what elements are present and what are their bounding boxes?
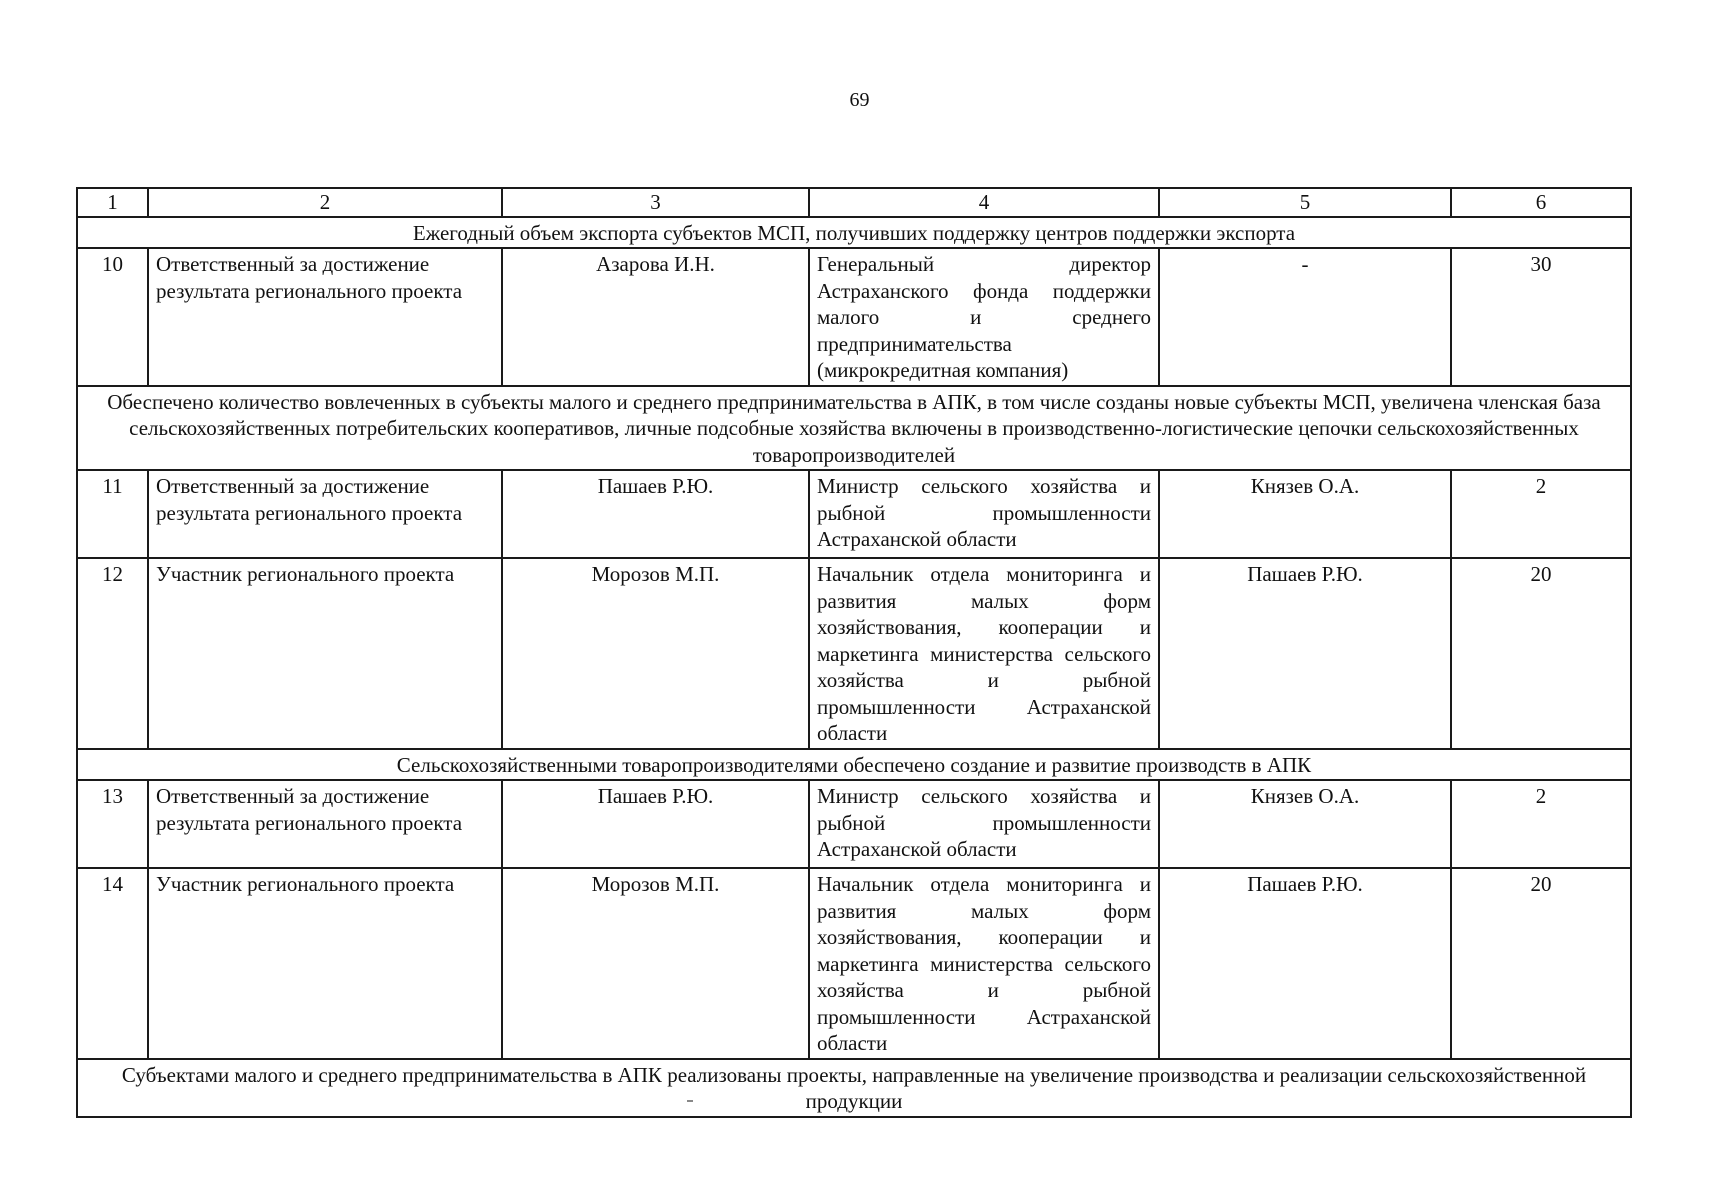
scan-mark xyxy=(687,1100,693,1102)
role-cell: Ответственный за достижение результата регионального проекта xyxy=(148,248,502,386)
page-number: 69 xyxy=(849,89,870,111)
section-title: Обеспечено количество вовлеченных в субъекты малого и среднего предпринимательства в АПК, в том числе созданы новые субъекты МСП, увеличена членская база сельскохозяйственных потребительских кооперативов, личные подсобные хозяйства включены в производственно-логистические цепочки сельскохозяйственных товаропроизводителей xyxy=(77,386,1631,471)
position-cell: Министр сельского хозяйства и рыбной промышленности Астраханской области xyxy=(809,470,1159,558)
row-number: 10 xyxy=(77,248,148,386)
row-number: 14 xyxy=(77,868,148,1059)
row-number: 11 xyxy=(77,470,148,558)
table-row xyxy=(77,558,1631,749)
person-cell: Морозов М.П. xyxy=(502,868,809,1059)
section-header-row xyxy=(77,217,1631,249)
section-header-row xyxy=(77,386,1631,471)
role-cell: Участник регионального проекта xyxy=(148,868,502,1059)
column-number: 2 xyxy=(148,188,502,217)
column-number: 5 xyxy=(1159,188,1451,217)
section-header-row xyxy=(77,749,1631,781)
value-cell: 20 xyxy=(1451,558,1631,749)
supervisor-cell: Князев О.А. xyxy=(1159,780,1451,868)
column-number: 3 xyxy=(502,188,809,217)
section-header-row xyxy=(77,1059,1631,1117)
supervisor-cell: Пашаев Р.Ю. xyxy=(1159,868,1451,1059)
position-cell: Министр сельского хозяйства и рыбной промышленности Астраханской области xyxy=(809,780,1159,868)
table-row xyxy=(77,248,1631,386)
person-cell: Пашаев Р.Ю. xyxy=(502,470,809,558)
section-title: Субъектами малого и среднего предпринимательства в АПК реализованы проекты, направленные на увеличение производства и реализации сельскохозяйственной продукции xyxy=(77,1059,1631,1117)
role-cell: Ответственный за достижение результата регионального проекта xyxy=(148,780,502,868)
value-cell: 20 xyxy=(1451,868,1631,1059)
value-cell: 2 xyxy=(1451,470,1631,558)
section-title: Ежегодный объем экспорта субъектов МСП, получивших поддержку центров поддержки экспорта xyxy=(77,217,1631,249)
row-number: 12 xyxy=(77,558,148,749)
person-cell: Пашаев Р.Ю. xyxy=(502,780,809,868)
person-cell: Азарова И.Н. xyxy=(502,248,809,386)
position-cell: Начальник отдела мониторинга и развития малых форм хозяйствования, кооперации и маркетинга министерства сельского хозяйства и рыбной промышленности Астраханской области xyxy=(809,868,1159,1059)
role-cell: Ответственный за достижение результата регионального проекта xyxy=(148,470,502,558)
position-cell: Генеральный директор Астраханского фонда поддержки малого и среднего предпринимательства (микрокредитная компания) xyxy=(809,248,1159,386)
person-cell: Морозов М.П. xyxy=(502,558,809,749)
supervisor-cell: Князев О.А. xyxy=(1159,470,1451,558)
column-number: 4 xyxy=(809,188,1159,217)
column-number: 1 xyxy=(77,188,148,217)
value-cell: 30 xyxy=(1451,248,1631,386)
position-cell: Начальник отдела мониторинга и развития малых форм хозяйствования, кооперации и маркетинга министерства сельского хозяйства и рыбной промышленности Астраханской области xyxy=(809,558,1159,749)
table-row xyxy=(77,868,1631,1059)
supervisor-cell: Пашаев Р.Ю. xyxy=(1159,558,1451,749)
section-title: Сельскохозяйственными товаропроизводителями обеспечено создание и развитие производств в АПК xyxy=(77,749,1631,781)
column-number-row xyxy=(77,188,1631,217)
table-row xyxy=(77,780,1631,868)
row-number: 13 xyxy=(77,780,148,868)
supervisor-cell: - xyxy=(1159,248,1451,386)
value-cell: 2 xyxy=(1451,780,1631,868)
table-row xyxy=(77,470,1631,558)
column-number: 6 xyxy=(1451,188,1631,217)
responsibility-table xyxy=(76,187,1632,1118)
role-cell: Участник регионального проекта xyxy=(148,558,502,749)
